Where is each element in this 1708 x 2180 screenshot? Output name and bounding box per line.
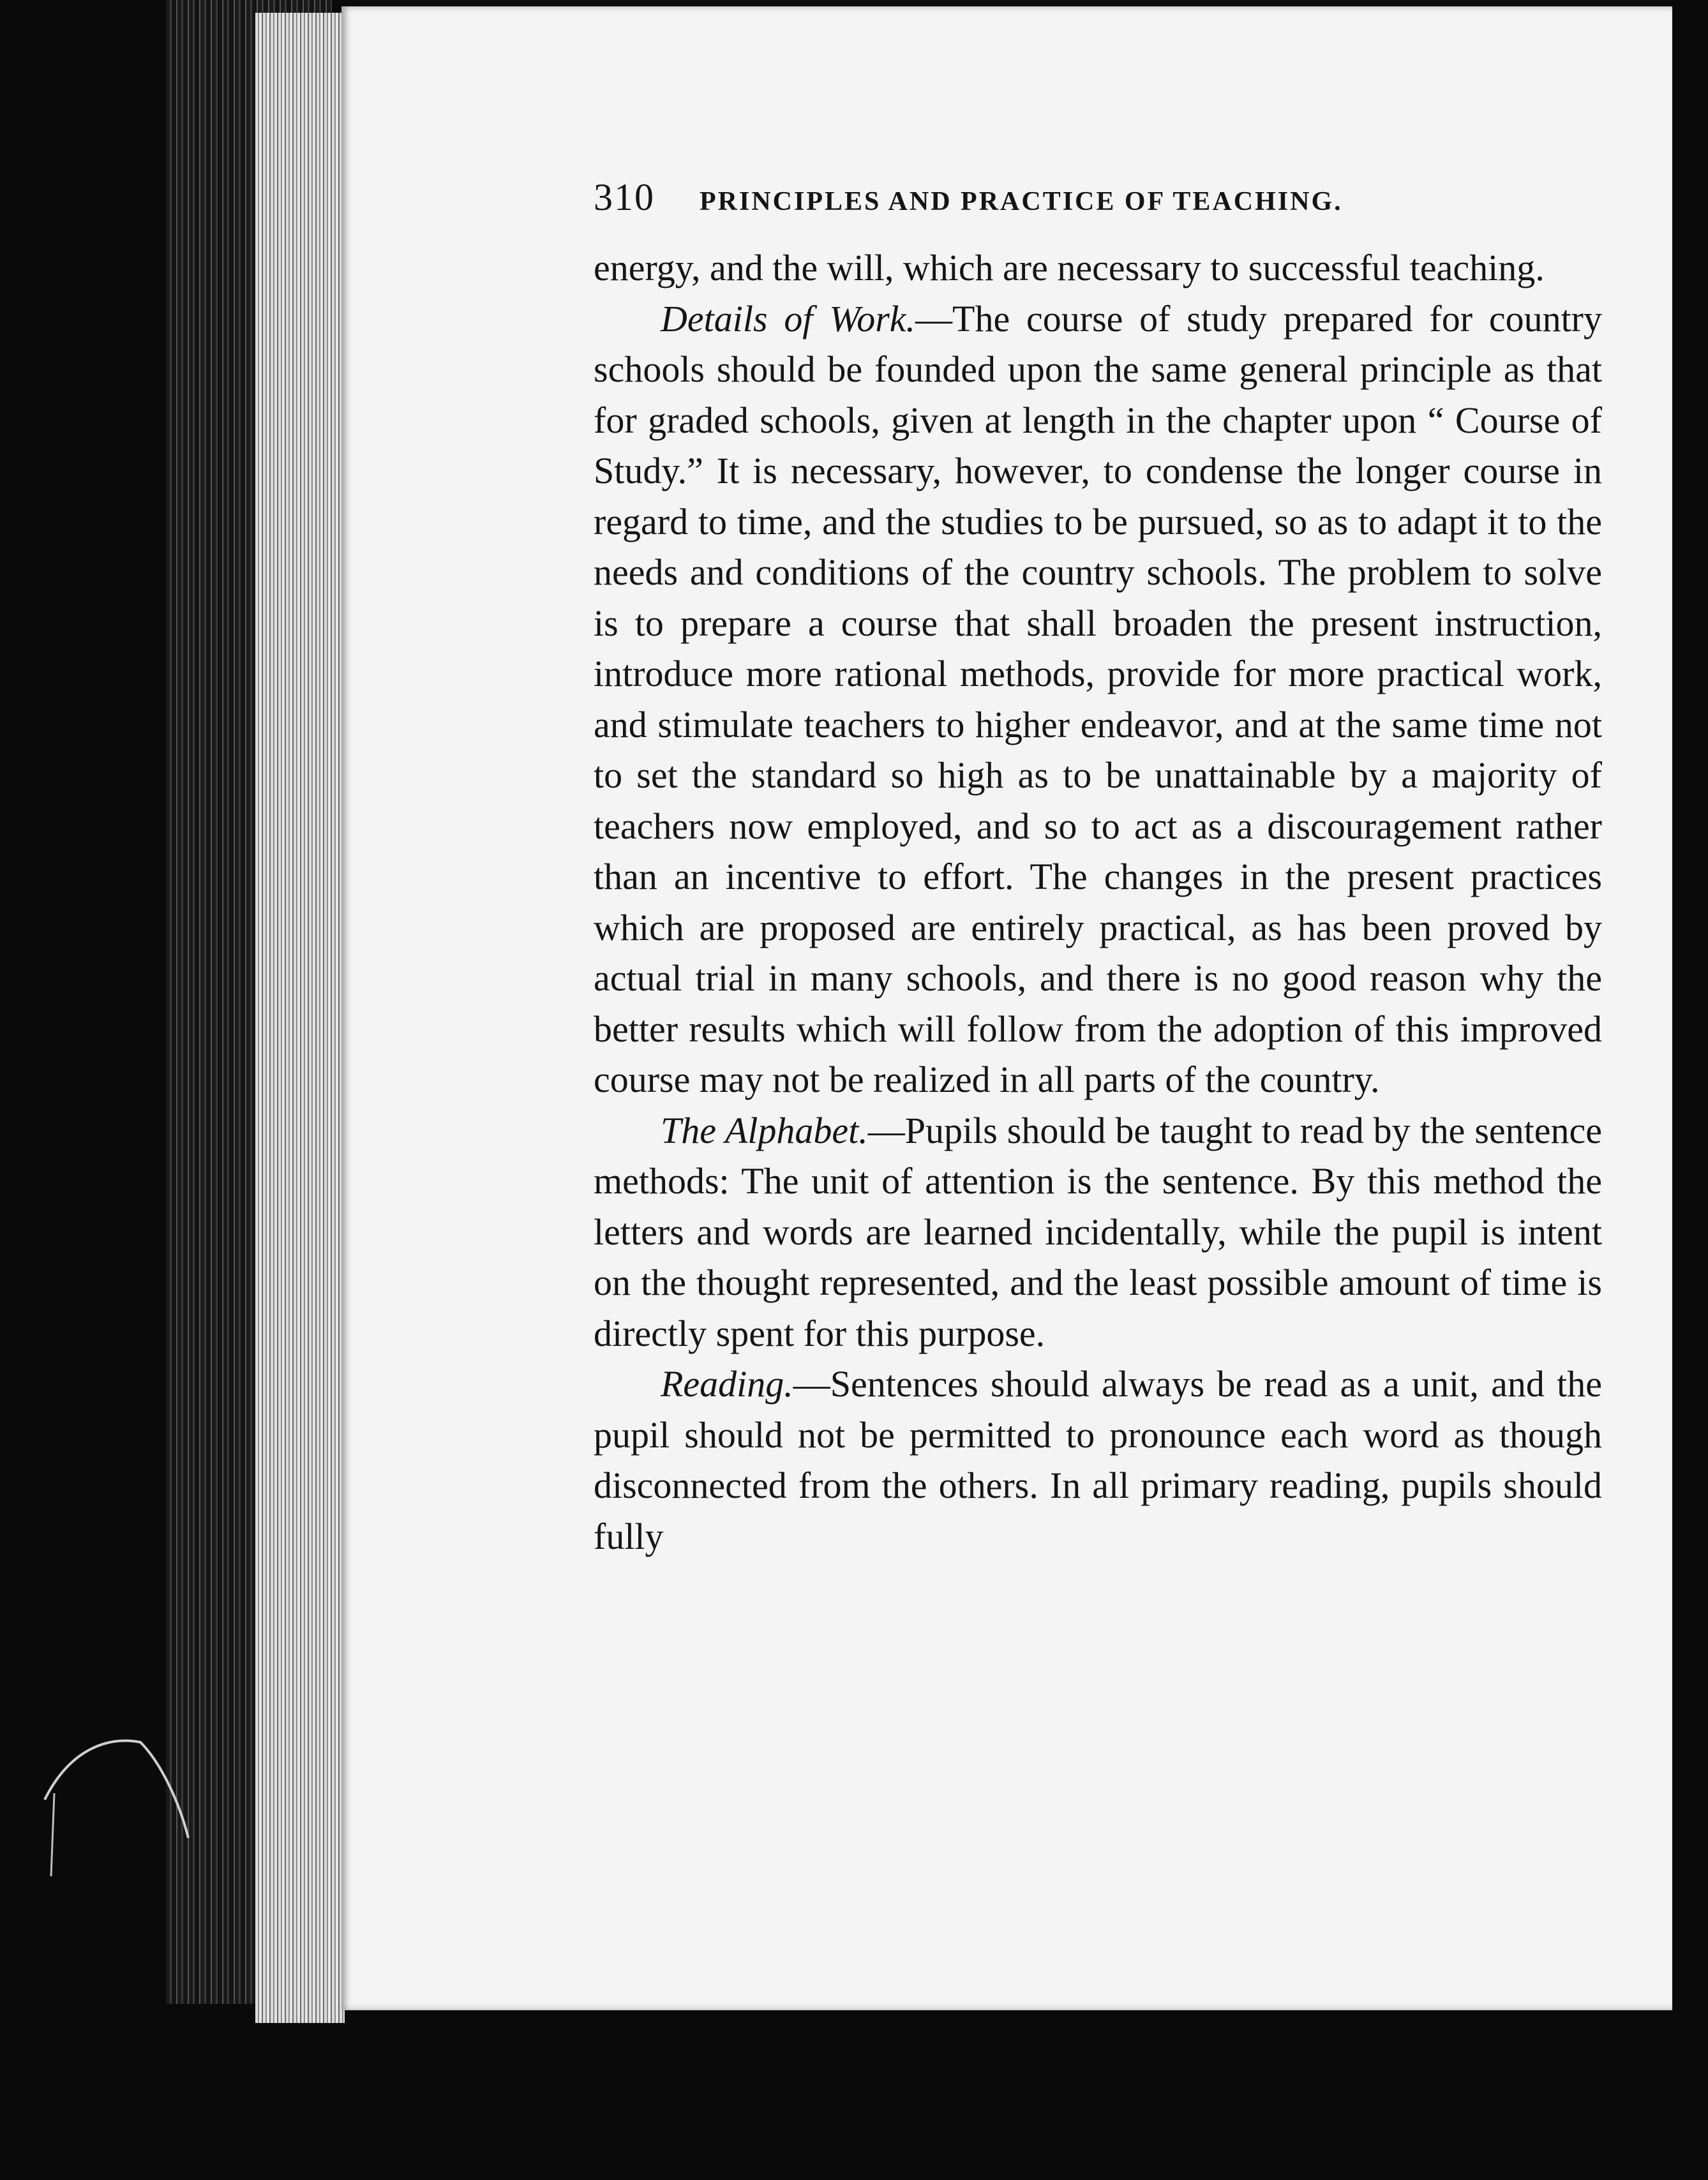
page-number: 310 [594,176,655,218]
paragraph-text: —Sentences should always be read as a unit, and the pupil should not be permitted to pronounce each word as though disconnected from the others. In all primary reading, pupils should fully [594,1363,1602,1557]
running-title: PRINCIPLES AND PRACTICE OF TEACHING. [700,187,1343,216]
running-head [594,175,1602,220]
paragraph-heading: Details of Work. [661,297,916,340]
paragraph-details-of-work [594,294,1602,1105]
paragraph-heading: Reading. [661,1363,793,1405]
paragraph-text: energy, and the will, which are necessary to successful teaching. [594,247,1545,288]
paragraph-continuation [594,243,1602,294]
page-stack-edges [255,13,345,2023]
page-text-block [594,175,1602,1562]
paragraph-heading: The Alphabet. [661,1109,868,1151]
paragraph-reading [594,1359,1602,1562]
paragraph-text: —The course of study prepared for country schools should be founded upon the same general principle as that for graded schools, given at length in the chapter upon “ Course of Study.” It is necessary, however, to condense the longer course in regard to time, and the studies to be pursued, so as to adapt it to the needs and conditions of the country schools. The problem to solve is to prepare a course that shall broaden the present instruction, introduce more rational methods, provide for more practical work, and stimulate teachers to higher endeavor, and at the same time not to set the standard so high as to be unattainable by a majority of teachers now employed, and so to act as a discouragement rather than an incentive to effort. The changes in the present practices which are proposed are entirely practical, as has been proved by actual trial in many schools, and there is no good reason why the better results which will follow from the adoption of this improved course may not be realized in all parts of the country. [594,297,1602,1100]
pencil-scratch-mark [32,1723,198,1889]
book-page [341,6,1672,2010]
paragraph-text: —Pupils should be taught to read by the sentence methods: The unit of attention is the sentence. By this method the letters and words are learned incidentally, while the pupil is intent on the thought represented, and the least possible amount of time is directly spent for this purpose. [594,1109,1603,1354]
paragraph-the-alphabet [594,1105,1602,1359]
